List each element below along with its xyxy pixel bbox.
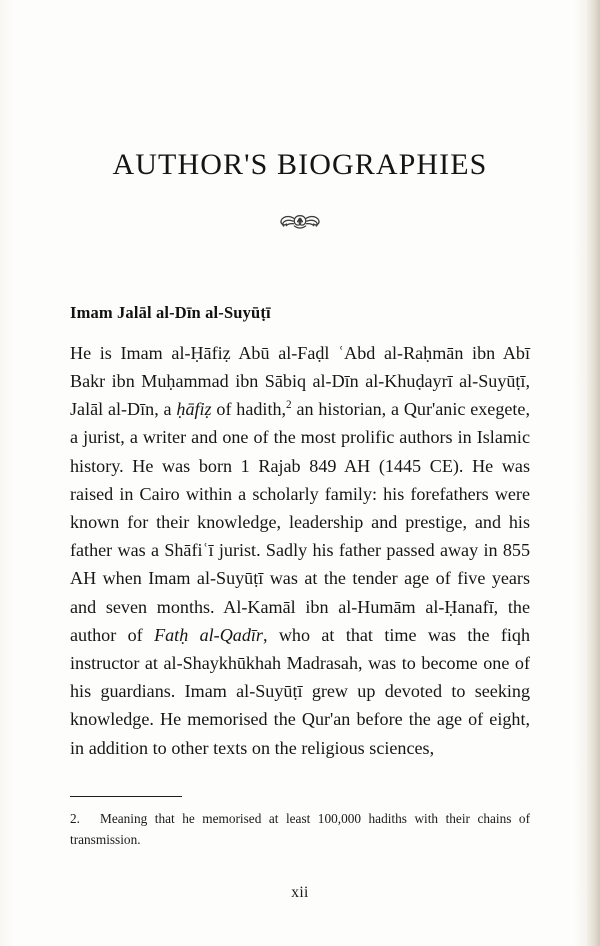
footnote-number: 2. [70, 811, 80, 826]
footnote-text: Meaning that he memorised at least 100,000 hadiths with their chains of transmission. [70, 811, 530, 847]
footnote-reference-marker[interactable]: 2 [286, 399, 292, 412]
page-left-edge-shading [0, 0, 14, 946]
page-title: AUTHOR'S BIOGRAPHIES [112, 148, 488, 181]
page-content-column [70, 0, 530, 946]
paragraph-segment-2: of hadith, [211, 399, 287, 420]
biography-paragraph [70, 323, 530, 762]
paragraph-segment-4: , who at that time was the fiqh instructor at al-Shaykhūkhah Madrasah, was to become one of his guardians. Imam al-Suyūṭī grew up devoted to seeking knowledge. He memorised the Qur'an before the age of eight, in addition to other texts on the religious sciences, [70, 624, 531, 758]
page-right-edge-shading [574, 0, 600, 946]
footnote-block [70, 796, 530, 850]
paragraph-segment-3: an historian, a Qur'anic exegete, a jurist, a writer and one of the most prolific authors in Islamic history. He was born 1 Rajab 849 AH (1445 CE). He was raised in Cairo within a scholarly family: his forefathers were known for their knowledge, leadership and prestige, and his father was a Shāfiʿī jurist. Sadly his father passed away in 855 AH when Imam al-Suyūṭī was at the tender age of five years and seven months. Al-Kamāl ibn al-Humām al-Ḥanafī, the author of [70, 399, 530, 645]
paragraph-segment-1: He is Imam al-Ḥāfiẓ Abū al-Faḍl ʿAbd al-Raḥmān ibn Abī Bakr ibn Muḥammad ibn Sābiq al-Dīn al-Khuḍayrī al-Suyūṭī, Jalāl al-Dīn, a [70, 342, 530, 420]
footnote-item [70, 808, 530, 850]
page-number: xii [291, 884, 309, 901]
italic-title-fath-al-qadir: Fatḥ al-Qadīr [154, 624, 263, 645]
decorative-flourish-ornament [70, 211, 530, 237]
italic-term-hafiz: ḥāfiẓ [176, 399, 212, 420]
section-heading-imam-jalal-al-din-al-suyuti: Imam Jalāl al-Dīn al-Suyūṭī [70, 303, 271, 322]
footnote-separator-rule [70, 796, 182, 797]
